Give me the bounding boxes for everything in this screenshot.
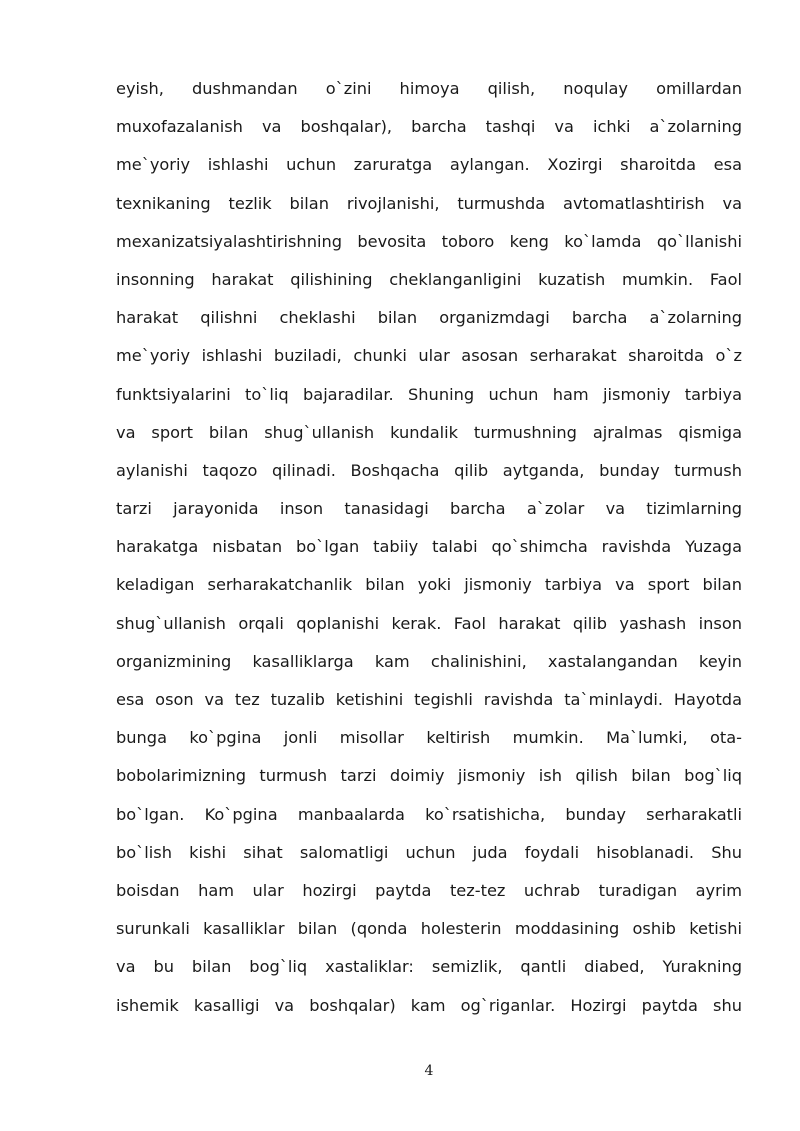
text-line: aylanishi taqozo qilinadi. Boshqacha qilib aytganda, bunday turmush — [116, 460, 742, 480]
body-paragraph — [116, 74, 742, 1029]
text-line: va sport bilan shug`ullanish kundalik turmushning ajralmas qismiga — [116, 422, 742, 442]
text-line: organizmining kasalliklarga kam chalinishini, xastalangandan keyin — [116, 651, 742, 671]
text-line: keladigan serharakatchanlik bilan yoki jismoniy tarbiya va sport bilan — [116, 575, 742, 595]
text-line: bunga ko`pgina jonli misollar keltirish mumkin. Ma`lumki, ota- — [116, 728, 742, 748]
text-line: texnikaning tezlik bilan rivojlanishi, turmushda avtomatlashtirish va — [116, 193, 742, 213]
text-line: funktsiyalarini to`liq bajaradilar. Shuning uchun ham jismoniy tarbiya — [116, 384, 742, 404]
text-line: boisdan ham ular hozirgi paytda tez-tez uchrab turadigan ayrim — [116, 880, 742, 900]
text-line: esa oson va tez tuzalib ketishini tegishli ravishda ta`minlaydi. Hayotda — [116, 690, 742, 709]
text-line: bobolarimizning turmush tarzi doimiy jismoniy ish qilish bilan bog`liq — [116, 766, 742, 786]
text-line: mexanizatsiyalashtirishning bevosita toboro keng ko`lamda qo`llanishi — [116, 231, 742, 251]
text-line: va bu bilan bog`liq xastaliklar: semizlik, qantli diabed, Yurakning — [116, 957, 742, 977]
text-line: eyish, dushmandan o`zini himoya qilish, noqulay omillardan — [116, 79, 742, 98]
text-line: ishemik kasalligi va boshqalar) kam og`riganlar. Hozirgi paytda shu — [116, 995, 742, 1015]
text-line: bo`lgan. Ko`pgina manbaalarda ko`rsatishicha, bunday serharakatli — [116, 804, 742, 824]
text-line: tarzi jarayonida inson tanasidagi barcha a`zolar va tizimlarning — [116, 499, 742, 519]
text-line: me`yoriy ishlashi buziladi, chunki ular asosan serharakat sharoitda o`z — [116, 346, 742, 366]
text-line: muxofazalanish va boshqalar), barcha tashqi va ichki a`zolarning — [116, 117, 742, 137]
text-line: harakatga nisbatan bo`lgan tabiiy talabi qo`shimcha ravishda Yuzaga — [116, 537, 742, 557]
text-line: surunkali kasalliklar bilan (qonda holesterin moddasining oshib ketishi — [116, 919, 742, 939]
page-number: 4 — [424, 1063, 434, 1079]
text-line: harakat qilishni cheklashi bilan organizmdagi barcha a`zolarning — [116, 308, 742, 328]
text-line: shug`ullanish orqali qoplanishi kerak. Faol harakat qilib yashash inson — [116, 613, 742, 633]
text-line: bo`lish kishi sihat salomatligi uchun juda foydali hisoblanadi. Shu — [116, 842, 742, 862]
text-line: insonning harakat qilishining cheklanganligini kuzatish mumkin. Faol — [116, 269, 742, 289]
text-line: me`yoriy ishlashi uchun zaruratga aylangan. Xozirgi sharoitda esa — [116, 155, 742, 175]
